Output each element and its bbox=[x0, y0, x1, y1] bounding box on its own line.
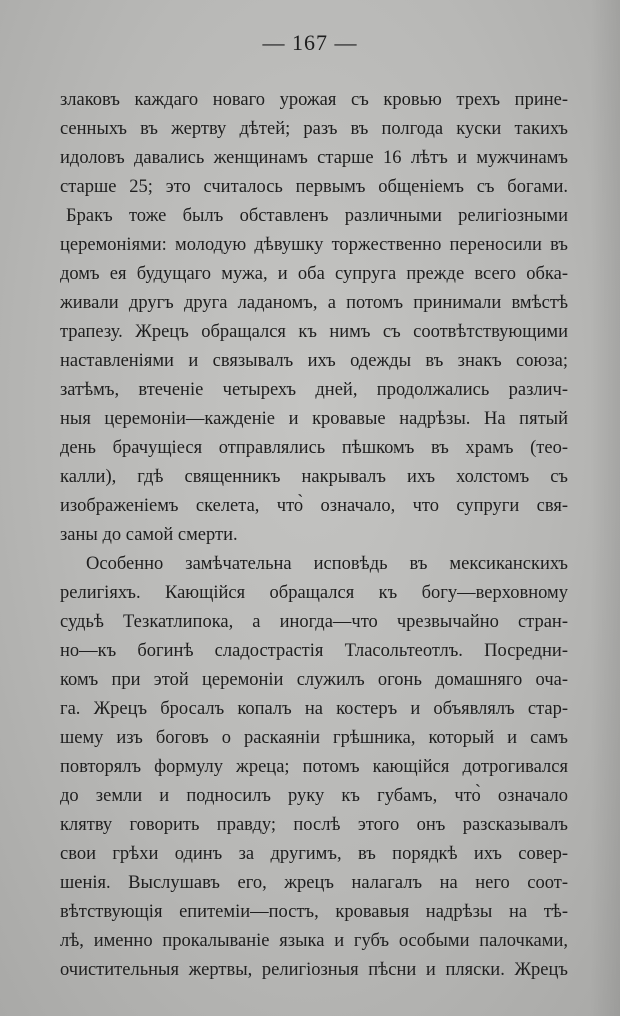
text-line: церемоніями: молодую дѣвушку торжественно переносили въ bbox=[60, 235, 568, 255]
text-line: сенныхъ въ жертву дѣтей; разъ въ полгода куски такихъ bbox=[60, 119, 568, 139]
text-line: га. Жрецъ бросалъ копалъ на костеръ и объявлялъ стар- bbox=[60, 699, 568, 719]
text-line: комъ при этой церемоніи служилъ огонь домашняго оча- bbox=[60, 670, 568, 690]
text-line: шенія. Выслушавъ его, жрецъ налагалъ на него соот- bbox=[60, 873, 568, 893]
paragraph-first-line: Бракъ тоже былъ обставленъ различными религіозными bbox=[66, 206, 568, 226]
text-line: но—къ богинѣ сладострастія Тласольтеотлъ. Посредни- bbox=[60, 641, 568, 661]
text-line: идоловъ давались женщинамъ старше 16 лѣтъ и мужчинамъ bbox=[60, 148, 568, 168]
text-line: до земли и подносилъ руку къ губамъ, что̀ означало bbox=[60, 786, 568, 806]
text-line: злаковъ каждаго новаго урожая съ кровью трехъ прине- bbox=[60, 90, 568, 110]
text-line: шему изъ боговъ о раскаяніи грѣшника, который и самъ bbox=[60, 728, 568, 748]
text-line: ныя церемоніи—кажденіе и кровавые надрѣзы. На пятый bbox=[60, 409, 568, 429]
text-line: судьѣ Тезкатлипока, а иногда—что чрезвычайно стран- bbox=[60, 612, 568, 632]
paragraph-last-line: заны до самой смерти. bbox=[60, 525, 238, 545]
page-edge-shadow bbox=[590, 0, 620, 1016]
paragraph-first-line: Особенно замѣчательна исповѣдь въ мексиканскихъ bbox=[86, 554, 568, 574]
text-line: затѣмъ, втеченіе четырехъ дней, продолжались различ- bbox=[60, 380, 568, 400]
text-line: вѣтствующія епитеміи—постъ, кровавыя надрѣзы на тѣ- bbox=[60, 902, 568, 922]
text-line: трапезу. Жрецъ обращался къ нимъ съ соотвѣтствующими bbox=[60, 322, 568, 342]
text-line: живали другъ друга ладаномъ, а потомъ принимали вмѣстѣ bbox=[60, 293, 568, 313]
body-text bbox=[60, 86, 568, 985]
page-number: — 167 — bbox=[262, 30, 358, 55]
text-line: очистительныя жертвы, религіозныя пѣсни и пляски. Жрецъ bbox=[60, 960, 568, 980]
text-line: наставленіями и связывалъ ихъ одежды въ знакъ союза; bbox=[60, 351, 568, 371]
text-line: религіяхъ. Кающійся обращался къ богу—верховному bbox=[60, 583, 568, 603]
text-line: повторялъ формулу жреца; потомъ кающійся дотрогивался bbox=[60, 757, 568, 777]
text-line: свои грѣхи одинъ за другимъ, въ порядкѣ ихъ совер- bbox=[60, 844, 568, 864]
text-line: клятву говорить правду; послѣ этого онъ разсказывалъ bbox=[60, 815, 568, 835]
text-line: лѣ, именно прокалываніе языка и губъ особыми палочками, bbox=[60, 931, 568, 951]
text-line: изображеніемъ скелета, что̀ означало, что супруги свя- bbox=[60, 496, 568, 516]
text-line: старше 25; это считалось первымъ общеніемъ съ богами. bbox=[60, 177, 568, 197]
text-line: день брачущіеся отправлялись пѣшкомъ въ храмъ (тео- bbox=[60, 438, 568, 458]
text-line: калли), гдѣ священникъ накрывалъ ихъ холстомъ съ bbox=[60, 467, 568, 487]
text-line: домъ ея будущаго мужа, и оба супруга прежде всего обка- bbox=[60, 264, 568, 284]
